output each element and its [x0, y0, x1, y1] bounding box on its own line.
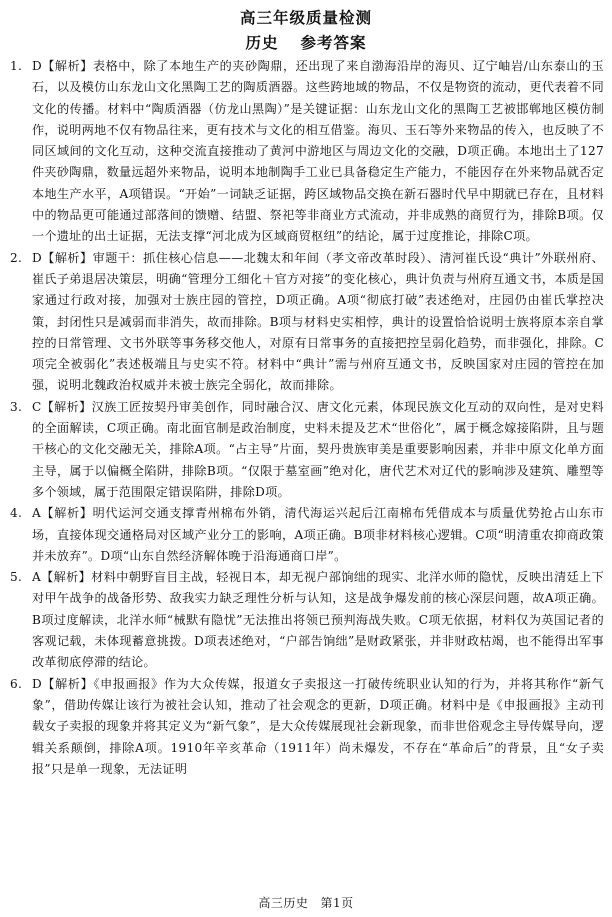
question-number: 4.: [10, 506, 23, 521]
subject-label: 历史: [245, 34, 279, 52]
answer-item-4: [8, 503, 604, 567]
question-number: 1.: [10, 59, 23, 73]
answer-explanation: D【解析】表格中，除了本地生产的夹砂陶鼎，还出现了来自渤海沿岸的海贝、辽宁岫岩/山东泰山的玉石，以及模仿山东龙山文化黑陶工艺的陶质酒器。这些跨地域的物品，不仅是物资的流动，更代表着不同文化的传播。材料中“陶质酒器（仿龙山黑陶）”是关键证据：山东龙山文化的黑陶工艺被邯郸地区模仿制作，说明两地不仅有物品往来，更有技术与文化的相互借鉴。海贝、玉石等外来物品的传入，也反映了不同区域间的文化互动，这种交流直接推动了黄河中游地区与周边文化的交融，D项正确。本地出土了127件夹砂陶鼎，数量远超外来物品，说明本地制陶手工业已具备稳定生产能力，不能因存在外来物品就否定本地生产水平，A项错误。“开始”一词缺乏证据，跨区域物品交换在新石器时代早中期就已存在，且材料中的物品更可能通过部落间的馈赠、结盟、祭祀等非商业方式流动，并非成熟的商贸行为，排除B项。仅一个遗址的出土证据，无法支撑“河北成为区域商贸枢纽”的结论，属于过度推论，排除C项。: [32, 59, 604, 244]
page-footer: [0, 894, 612, 911]
answer-item-3: [8, 397, 604, 503]
answer-explanation: A【解析】明代运河交通支撑青州棉布外销，清代海运兴起后江南棉布凭借成本与质量优势抢占山东市场，直接体现交通格局对区域产业分工的影响，A项正确。B项非材料核心逻辑。C项“明清重农抑商政策并未放弃”。D项“山东自然经济解体晚于沿海通商口岸”。: [32, 506, 604, 563]
page-number: 第1页: [320, 896, 354, 910]
question-number: 3.: [10, 399, 23, 414]
question-number: 5.: [10, 570, 23, 585]
answer-item-1: [8, 56, 604, 248]
footer-course: 高三历史: [258, 896, 309, 910]
question-number: 6.: [10, 676, 23, 691]
answer-explanation: A【解析】材料中朝野盲目主战，轻视日本，却无视户部饷绌的现实、北洋水师的隐忧，反映出清廷上下对甲午战争的战备形势、敌我实力缺乏理性分析与认知，这是战争爆发前的核心深层问题，故A项正确。B项过度解读，北洋水师“械默有隐忧”无法推出将领已预判海战失败。C项无依据，材料仅为英国记者的客观记载，未体现蓄意挑拨。D项表述绝对，“户部告饷绌”是财政紧张，并非财政枯竭，也不能得出军事改革彻底停滞的结论。: [32, 570, 604, 670]
answer-key-heading: [0, 31, 612, 53]
answer-explanation: D【解析】《申报画报》作为大众传媒，报道女子卖报这一打破传统职业认知的行为，并将其称作“新气象”，借助传媒让该行为被社会认知，推动了社会观念的更新，D项正确。材料中是《申报画报》主动刊载女子卖报的现象并将其定义为“新气象”，是大众传媒展现社会新现象，而非世俗观念主导传媒导向，逻辑关系颠倒，排除A项。1910年辛亥革命（1911年）尚未爆发，不存在“革命后”的背景，且“女子卖报”只是单一现象，无法证明: [32, 676, 604, 776]
answer-list: [8, 56, 604, 780]
answer-key-label: 参考答案: [300, 34, 367, 52]
answer-explanation: C【解析】汉族工匠按契丹审美创作，同时融合汉、唐文化元素，体现民族文化互动的双向性，是对史料的全面解读，C项正确。南北面官制是政治制度，史料未提及艺术“世俗化”，属于概念嫁接陷阱，且与题干核心的文化交融无关，排除A项。“占主导”片面，契丹贵族审美是重要影响因素，并非中原文化单方面主导，属于以偏概全陷阱，排除B项。“仅限于墓室画”绝对化，唐代艺术对辽代的影响涉及建筑、雕塑等多个领域，属于范围限定错误陷阱，排除D项。: [32, 399, 604, 499]
answer-item-2: [8, 248, 604, 397]
question-number: 2.: [10, 250, 23, 265]
answer-item-6: [8, 674, 604, 780]
answer-explanation: D【解析】审题干：抓住核心信息——北魏太和年间（孝文帝改革时段）、清河崔氏设“典计”外联州府、崔氏子弟退居决策层，明确“管理分工细化＋官方对接”的变化核心，典计负责与州府互通文书，本质是国家通过行政对接，加强对士族庄园的管控，D项正确。A项“彻底打破”表述绝对，庄园仍由崔氏掌控决策，封闭性只是减弱而非消失，故而排除。B项与材料史实相悖，典计的设置恰恰说明士族将原本亲自掌控的日常管理、文书外联等事务移交他人，对原有日常事务的直接把控呈弱化趋势，而非强化，排除。C项完全被弱化”表述极端且与史实不符。材料中“典计”需与州府互通文书，反映国家对庄园的管控在加强，说明北魏政治权威并未被士族完全弱化，故而排除。: [32, 250, 604, 393]
exam-title: 高三年级质量检测: [239, 9, 372, 27]
answer-item-5: [8, 567, 604, 673]
